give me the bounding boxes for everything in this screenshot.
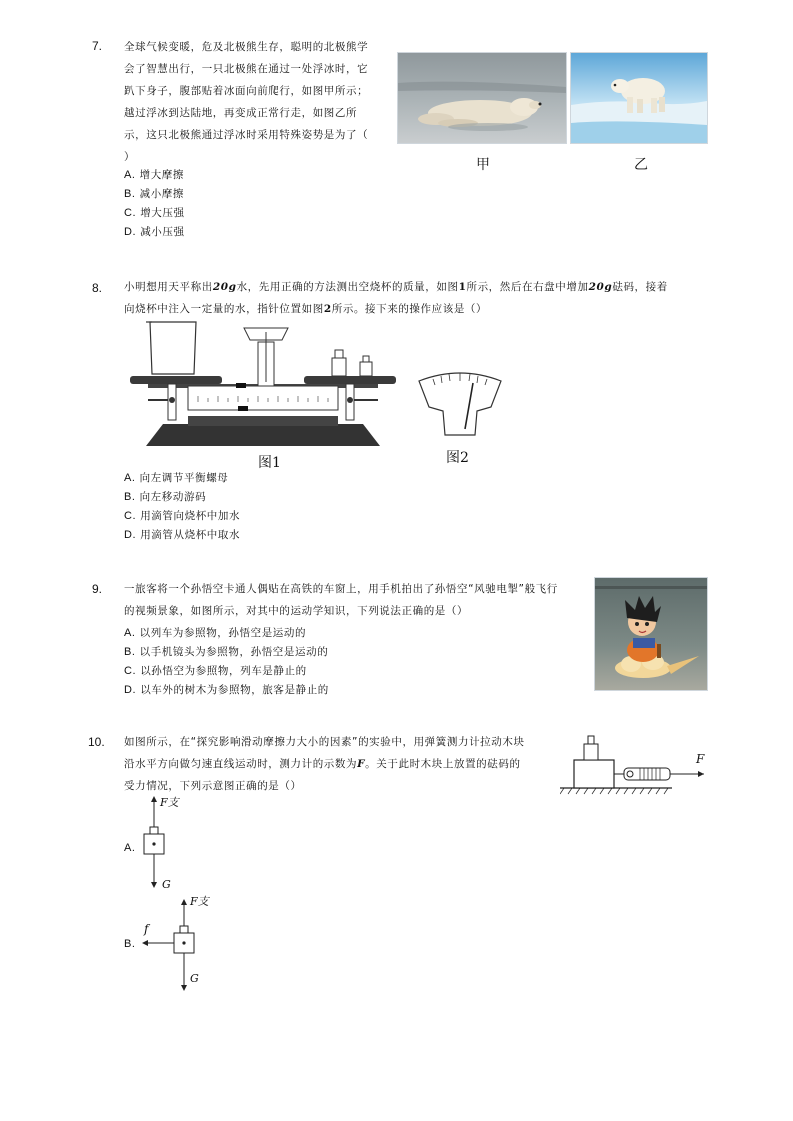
option-c[interactable]: C. 增大压强 [124, 207, 185, 219]
option-b-friction-label: f [144, 922, 149, 936]
option-b-support-label: F支 [190, 895, 209, 908]
polar-bear-standing-photo [570, 52, 708, 144]
question-7-stem [124, 36, 394, 168]
q7-line: 越过浮冰到达陆地，再变成正常行走，如图乙所 [124, 107, 358, 119]
option-b[interactable]: B. 减小摩擦 [124, 188, 184, 200]
question-9-stem [124, 578, 594, 622]
question-10-number: 10. [88, 735, 105, 749]
q10-line-1: 如图所示，在“探究影响滑动摩擦力大小的因素”的实验中，用弹簧测力计拉动木块 [124, 736, 525, 748]
polar-bear-crawling-photo [397, 52, 567, 144]
option-a-gravity-label: G [162, 878, 171, 891]
q7-line: ） [124, 151, 136, 163]
friction-experiment-diagram [560, 730, 710, 800]
q7-line: 趴下身子，腹部贴着冰面向前爬行，如图甲所示； [124, 85, 369, 97]
option-a[interactable]: A. 以列车为参照物，孙悟空是运动的 [124, 627, 307, 639]
question-7-number: 7. [92, 39, 103, 53]
question-8-stem [124, 276, 724, 320]
q9-line: 一旅客将一个孙悟空卡通人偶贴在高铁的车窗上，用手机拍出了孙悟空“风驰电掣”般飞行 [124, 583, 558, 595]
q9-line: 的视频景象，如图所示，对其中的运动学知识，下列说法正确的是（） [124, 605, 469, 617]
question-10-option-b-label[interactable]: B. [124, 938, 136, 950]
option-d[interactable]: D. 用滴管从烧杯中取水 [124, 529, 241, 541]
option-a-support-label: F支 [160, 796, 179, 809]
pointer-dial-diagram [415, 367, 505, 439]
option-c[interactable]: C. 用滴管向烧杯中加水 [124, 510, 241, 522]
balance-diagram [128, 316, 398, 452]
q10-line-3: 受力情况，下列示意图正确的是（） [124, 780, 302, 792]
question-7-options [124, 166, 185, 242]
caption-fig1: 图1 [258, 455, 281, 471]
caption-jia: 甲 [476, 157, 490, 173]
option-b-gravity-label: G [190, 972, 199, 985]
caption-fig2: 图2 [446, 450, 469, 466]
option-a[interactable]: A. 增大摩擦 [124, 169, 184, 181]
question-9-options [124, 624, 329, 700]
question-8-options [124, 469, 240, 545]
option-b[interactable]: B. 以手机镜头为参照物，孙悟空是运动的 [124, 646, 329, 658]
wukong-figure-photo [594, 577, 708, 691]
q7-line: 会了智慧出行，一只北极熊在通过一处浮冰时，它 [124, 63, 369, 75]
option-b[interactable]: B. 向左移动游码 [124, 491, 207, 503]
pull-force-label: F [696, 752, 705, 766]
question-10-stem [124, 731, 564, 797]
q8-line-2: 向烧杯中注入一定量的水，指针位置如图2所示。接下来的操作应该是（） [124, 303, 488, 315]
caption-yi: 乙 [634, 157, 648, 173]
option-c[interactable]: C. 以孙悟空为参照物，列车是静止的 [124, 665, 307, 677]
q10-line-2: 沿水平方向做匀速直线运动时，测力计的示数为F。关于此时木块上放置的砝码的 [124, 758, 521, 770]
q7-line: 全球气候变暖，危及北极熊生存，聪明的北极熊学 [124, 41, 369, 53]
option-a[interactable]: A. 向左调节平衡螺母 [124, 472, 229, 484]
q7-line: 示，这只北极熊通过浮冰时采用特殊姿势是为了（ [124, 129, 369, 141]
question-9-number: 9. [92, 582, 103, 596]
question-8-number: 8. [92, 281, 103, 295]
q8-line-1: 小明想用天平称出20g水，先用正确的方法测出空烧杯的质量，如图1所示，然后在右盘中增加20g砝码，接着 [124, 281, 668, 293]
option-d[interactable]: D. 减小压强 [124, 226, 185, 238]
option-d[interactable]: D. 以车外的树木为参照物，旅客是静止的 [124, 684, 329, 696]
question-10-option-a-label[interactable]: A. [124, 842, 136, 854]
